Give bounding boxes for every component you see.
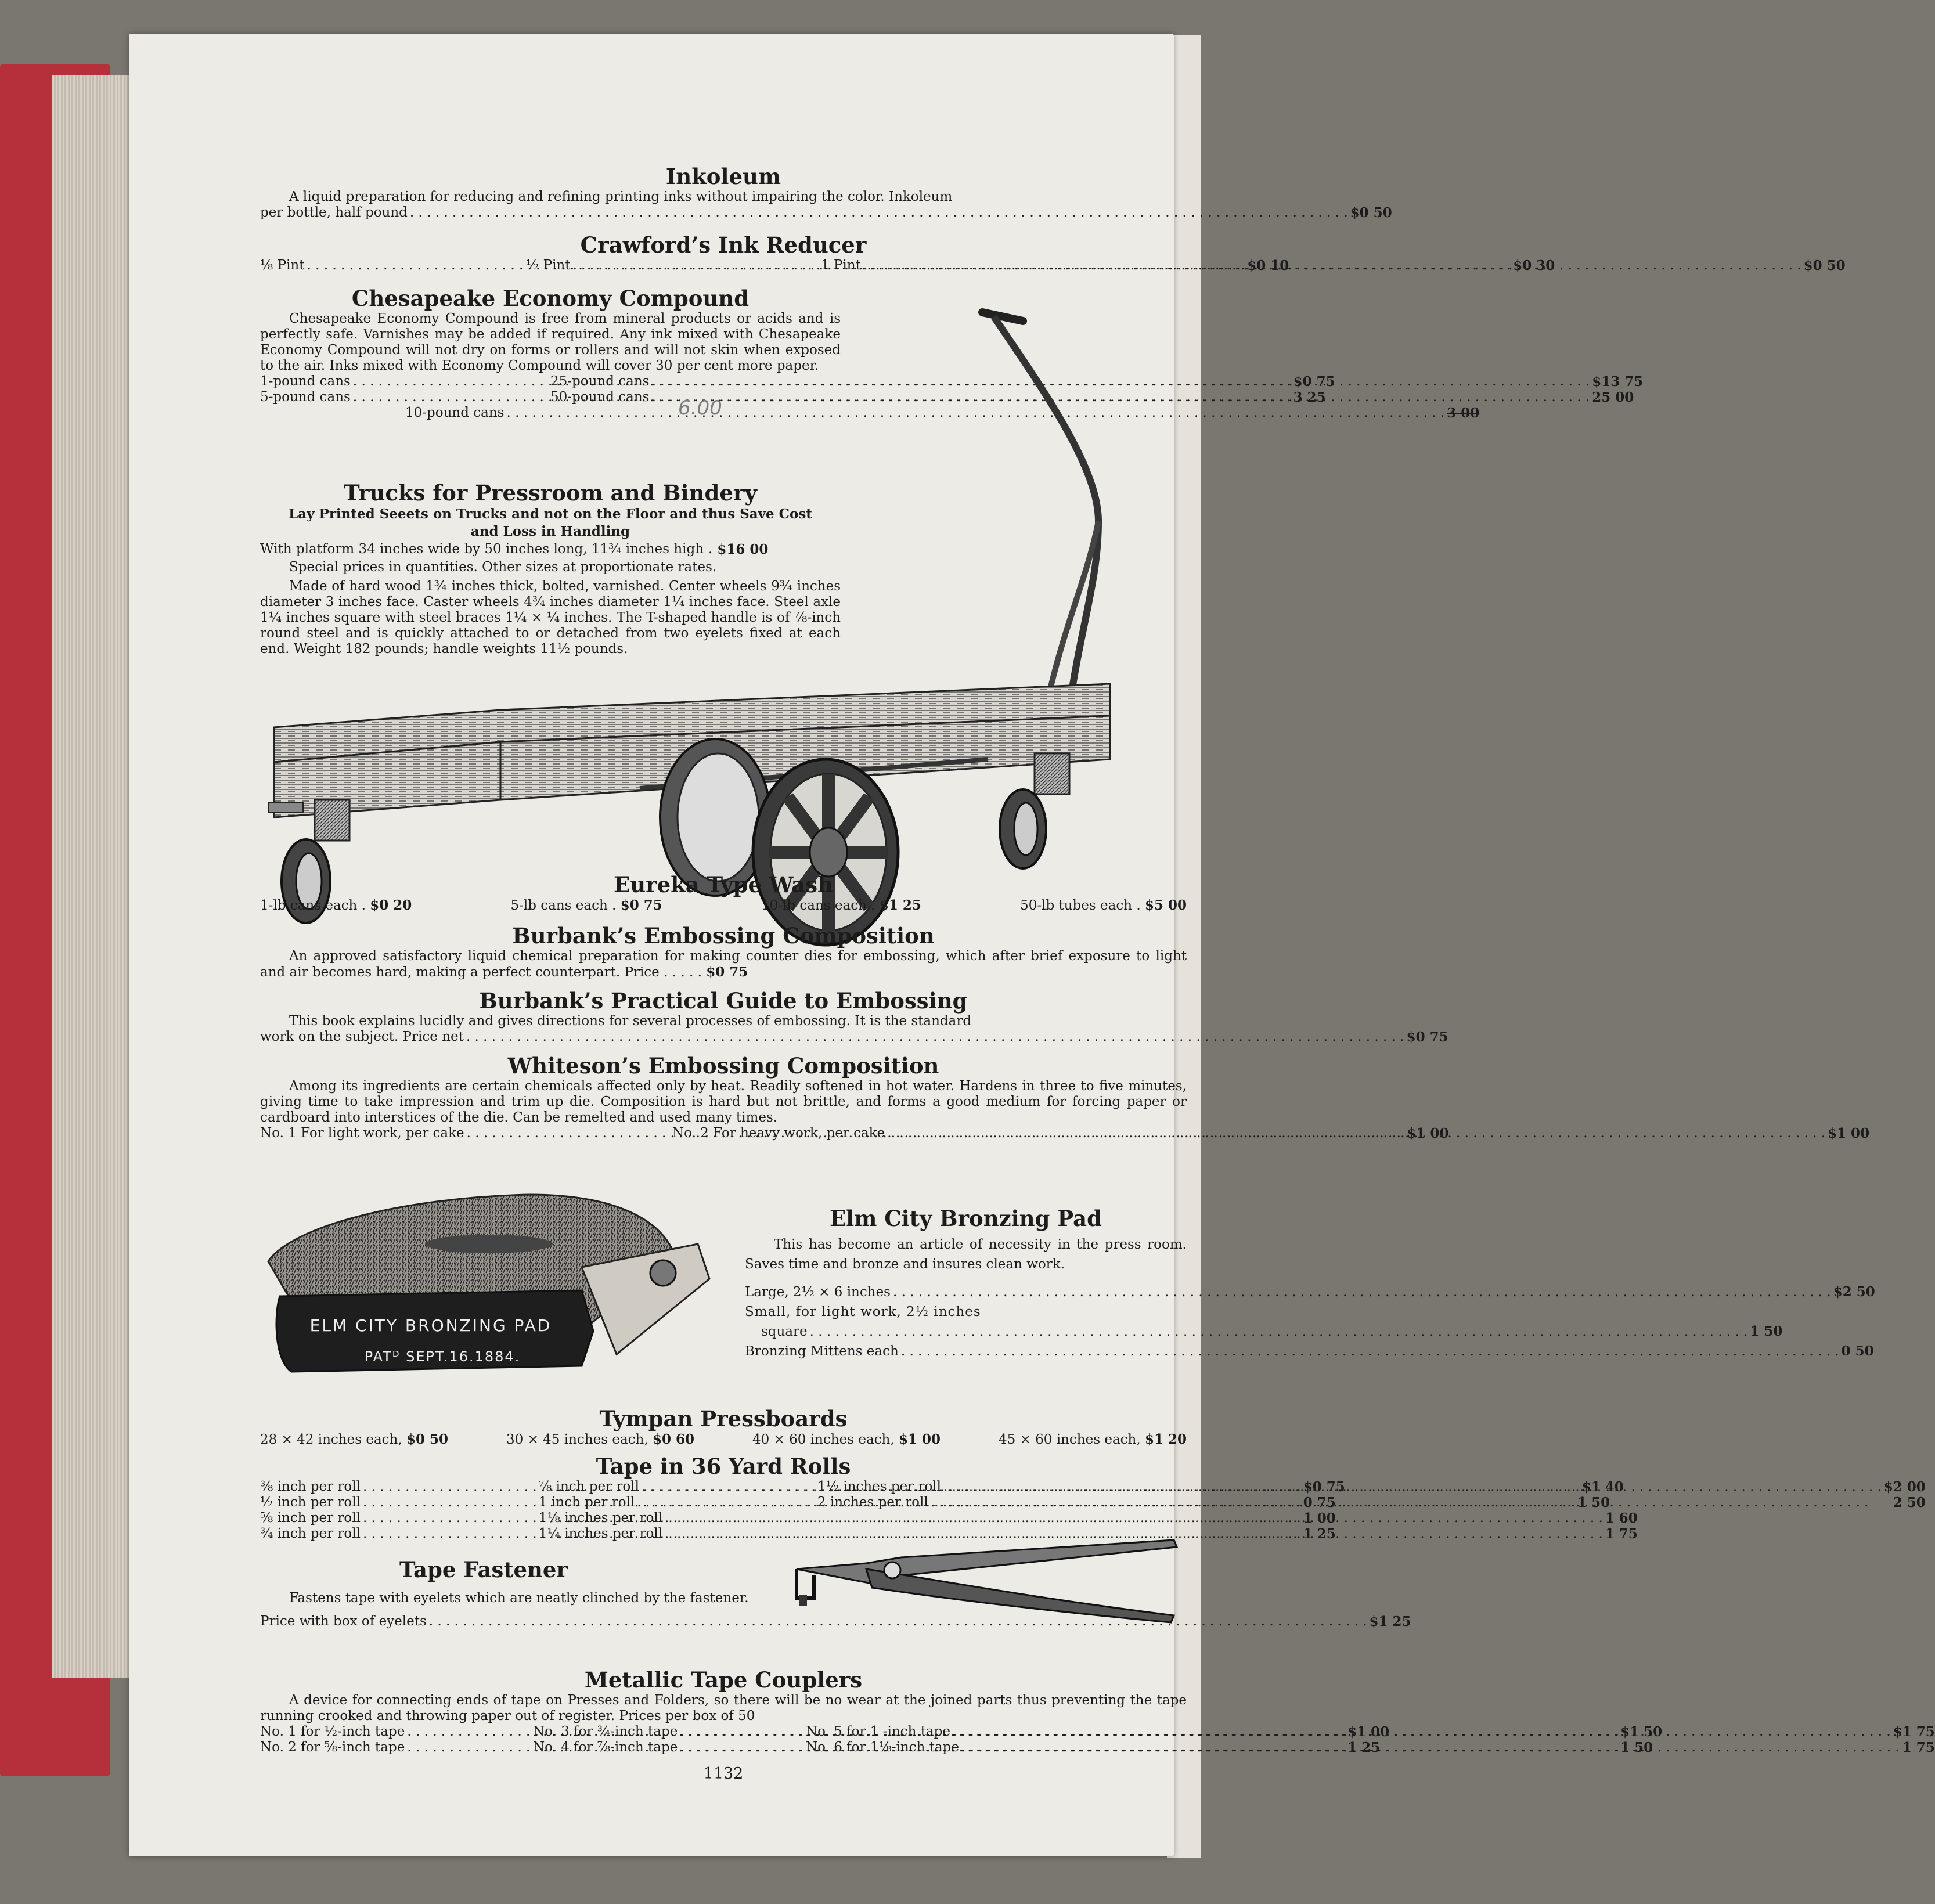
tympan-title: Tympan Pressboards bbox=[599, 1406, 848, 1431]
crawford-section bbox=[260, 232, 1846, 273]
burbank-composition-desc: An approved satisfactory liquid chemical preparation for making counter dies for embossing, which after brief exposure to light and air becomes hard, making a perfect counterpart. Price . . . . . $0 75 bbox=[260, 948, 1187, 980]
chesapeake-price: $13 75 bbox=[1592, 373, 1644, 390]
tape-columns bbox=[260, 1479, 1926, 1542]
bronzing-pad-illustration bbox=[257, 1186, 715, 1377]
burbank-guide-price: $0 75 bbox=[1406, 1029, 1448, 1045]
inkoleum-price-row bbox=[260, 204, 1392, 221]
elm-price: $2 50 bbox=[1833, 1283, 1875, 1300]
burbank-composition-title: Burbank’s Embossing Composition bbox=[512, 923, 935, 949]
burbank-composition-text: An approved satisfactory liquid chemical preparation for making counter dies for embossing, which after brief exposure to light and air becomes hard, making a perfect counterpart. Price bbox=[260, 948, 1187, 980]
tympan-price: $1 00 bbox=[898, 1431, 941, 1447]
couplers-grid bbox=[260, 1723, 1935, 1755]
tape-label: ⅞ inch per roll bbox=[539, 1479, 639, 1494]
tape-item bbox=[817, 1495, 1926, 1510]
tape-label: ¾ inch per roll bbox=[260, 1526, 361, 1541]
whiteson-label: No. 1 For light work, per cake bbox=[260, 1125, 464, 1141]
eureka-item: 5-lb cans each . $0 75 bbox=[510, 897, 662, 913]
leader-dots bbox=[410, 205, 1348, 221]
eureka-price: $1 25 bbox=[879, 897, 921, 913]
eureka-item: 10-lb cans each . $1 25 bbox=[761, 897, 921, 913]
elm-price: 1 50 bbox=[1750, 1323, 1783, 1339]
elm-desc: This has become an article of necessity in the press room. Saves time and bronze and insures clean work. bbox=[745, 1236, 1187, 1272]
whiteson-desc: Among its ingredients are certain chemicals affected only by heat. Readily softened in hot water. Hardens in three to five minutes, giving time to take impression and trim up die. Composition is hard but not brittle, and forms a good medium for forcing paper or cardboard into interstices of the die. Can be remelted and used many times. bbox=[260, 1078, 1187, 1125]
tape-label: 1 inch per roll bbox=[539, 1494, 635, 1510]
fastener-item: Price with box of eyelets bbox=[260, 1613, 427, 1629]
burbank-guide-title: Burbank’s Practical Guide to Embossing bbox=[479, 988, 968, 1014]
eureka-price-row bbox=[260, 897, 1187, 914]
pad-label: ELM CITY BRONZING PAD bbox=[309, 1316, 552, 1335]
tape-section bbox=[260, 1454, 1926, 1542]
eureka-section bbox=[260, 872, 1187, 914]
burbank-guide-desc: This book explains lucidly and gives directions for several processes of embossing. It is the standard bbox=[289, 1013, 972, 1029]
tape-price: 0 75 bbox=[1303, 1494, 1336, 1510]
page-edges bbox=[52, 75, 134, 1678]
inkoleum-desc: A liquid preparation for reducing and refining printing inks without impairing the color. Inkoleum bbox=[289, 189, 953, 204]
trucks-platform: With platform 34 inches wide by 50 inches long, 11¾ inches high bbox=[260, 541, 704, 557]
trucks-subtitle-2: and Loss in Handling bbox=[470, 523, 630, 539]
tape-price: 1 50 bbox=[1577, 1494, 1610, 1510]
chesapeake-price: 3 25 bbox=[1293, 389, 1326, 405]
elm-label: Small, for light work, 2½ inches bbox=[745, 1304, 981, 1319]
couplers-price: $1 75 bbox=[1893, 1723, 1935, 1740]
tape-price: 1 75 bbox=[1605, 1526, 1638, 1542]
elm-label: Large, 2½ × 6 inches bbox=[745, 1284, 891, 1300]
trucks-title: Trucks for Pressroom and Bindery bbox=[344, 480, 757, 506]
page-number: 1132 bbox=[703, 1764, 744, 1783]
couplers-label: No. 2 for ⅝-inch tape bbox=[260, 1739, 405, 1755]
couplers-price: 1 50 bbox=[1620, 1739, 1653, 1755]
burbank-guide-section bbox=[260, 988, 1448, 1045]
tympan-item bbox=[999, 1431, 1187, 1448]
tympan-label: 45 × 60 inches each, bbox=[999, 1431, 1141, 1447]
catalog-page bbox=[129, 34, 1935, 1856]
inkoleum-section bbox=[260, 164, 1392, 221]
couplers-item bbox=[806, 1724, 1935, 1740]
crawford-item-2 bbox=[821, 258, 1846, 273]
couplers-section bbox=[260, 1667, 1935, 1783]
whiteson-price: $1 00 bbox=[1828, 1125, 1870, 1141]
elm-item bbox=[745, 1302, 1187, 1322]
whiteson-label: No. 2 For heavy work, per cake bbox=[672, 1125, 885, 1141]
elm-section bbox=[745, 1206, 1875, 1361]
tape-price: 1 00 bbox=[1303, 1510, 1336, 1526]
tape-label: 1½ inches per roll bbox=[817, 1479, 942, 1494]
eureka-label: 50-lb tubes each bbox=[1020, 897, 1133, 913]
tape-price: $1 40 bbox=[1581, 1479, 1624, 1495]
eureka-price: $0 20 bbox=[370, 897, 412, 913]
crawford-label: ½ Pint bbox=[526, 257, 571, 273]
couplers-item bbox=[806, 1740, 1935, 1755]
leader-dots bbox=[466, 1029, 1404, 1045]
couplers-price: $1 00 bbox=[1347, 1723, 1390, 1740]
couplers-label: No. 3 for ¾-inch tape bbox=[533, 1723, 678, 1739]
chesapeake-price: 25 00 bbox=[1592, 389, 1634, 405]
tape-price: $0 75 bbox=[1303, 1479, 1345, 1495]
tympan-item bbox=[506, 1431, 694, 1448]
truck-illustration bbox=[274, 277, 1215, 945]
whiteson-item bbox=[672, 1126, 1869, 1141]
tympan-label: 40 × 60 inches each, bbox=[752, 1431, 895, 1447]
trucks-subtitle-1: Lay Printed Seeets on Trucks and not on the Floor and thus Save Cost bbox=[289, 506, 812, 522]
tympan-price-row bbox=[260, 1431, 1187, 1448]
whiteson-title: Whiteson’s Embossing Composition bbox=[507, 1053, 939, 1079]
elm-item bbox=[745, 1342, 1874, 1361]
pad-patent: PATᴰ SEPT.16.1884. bbox=[364, 1348, 521, 1365]
couplers-price: 1 25 bbox=[1347, 1739, 1381, 1755]
leader-dots bbox=[863, 258, 1801, 273]
tympan-price: $0 50 bbox=[406, 1431, 448, 1447]
chesapeake-price-struck: 3 00 bbox=[1447, 405, 1480, 421]
whiteson-section bbox=[260, 1053, 1870, 1141]
couplers-price: $1 50 bbox=[1620, 1723, 1663, 1740]
leader-dots bbox=[961, 1740, 1900, 1755]
crawford-price-row bbox=[260, 257, 1846, 273]
chesapeake-price: $0 75 bbox=[1293, 373, 1335, 390]
chesapeake-label: 10-pound cans bbox=[405, 405, 505, 420]
crawford-price: $0 30 bbox=[1513, 257, 1555, 273]
handwritten-price: 6.00 bbox=[678, 396, 722, 420]
burbank-guide-price-row bbox=[260, 1029, 1448, 1045]
tympan-price: $1 20 bbox=[1144, 1431, 1187, 1447]
tape-label: 1¼ inches per roll bbox=[539, 1526, 663, 1541]
burbank-composition-section bbox=[260, 924, 1187, 980]
tape-label: 2 inches per roll bbox=[817, 1494, 928, 1510]
fastener-title: Tape Fastener bbox=[399, 1557, 568, 1582]
whiteson-price-row bbox=[260, 1125, 1870, 1141]
tape-label: ⅜ inch per roll bbox=[260, 1479, 361, 1494]
crawford-label: 1 Pint bbox=[821, 257, 861, 273]
tympan-label: 30 × 45 inches each, bbox=[506, 1431, 648, 1447]
inkoleum-price: $0 50 bbox=[1350, 204, 1392, 221]
leader-dots bbox=[901, 1342, 1839, 1361]
elm-label: Bronzing Mittens each bbox=[745, 1343, 899, 1359]
tympan-label: 28 × 42 inches each, bbox=[260, 1431, 402, 1447]
tympan-item bbox=[752, 1431, 941, 1448]
eureka-price: $0 75 bbox=[620, 897, 662, 913]
elm-title: Elm City Bronzing Pad bbox=[829, 1206, 1102, 1231]
eureka-label: 1-lb cans each bbox=[260, 897, 358, 913]
trucks-price: $16 00 bbox=[717, 541, 769, 557]
tape-title: Tape in 36 Yard Rolls bbox=[596, 1454, 851, 1479]
leader-dots bbox=[943, 1479, 1882, 1495]
eureka-price: $5 00 bbox=[1144, 897, 1187, 913]
inkoleum-title: Inkoleum bbox=[665, 164, 781, 189]
chesapeake-label: 5-pound cans bbox=[260, 389, 351, 405]
tape-price: 1 60 bbox=[1605, 1510, 1638, 1526]
leader-dot: . bbox=[708, 541, 713, 557]
burbank-composition-price: $0 75 bbox=[706, 964, 748, 980]
eureka-label: 10-lb cans each bbox=[761, 897, 867, 913]
crawford-label: ⅛ Pint bbox=[260, 257, 305, 273]
tape-price: $2 00 bbox=[1883, 1479, 1926, 1495]
leader-dots bbox=[893, 1282, 1831, 1302]
crawford-price: $0 50 bbox=[1803, 257, 1846, 273]
elm-price: 0 50 bbox=[1841, 1343, 1874, 1359]
tape-price: 2 50 bbox=[1893, 1494, 1926, 1510]
couplers-label: No. 5 for 1 -inch tape bbox=[806, 1723, 950, 1739]
fastener-price: $1 25 bbox=[1369, 1613, 1411, 1629]
elm-item bbox=[745, 1282, 1875, 1302]
chesapeake-label: 1-pound cans bbox=[260, 373, 351, 389]
fastener-price-row bbox=[260, 1613, 1411, 1629]
tape-item bbox=[817, 1479, 1926, 1495]
burbank-guide-item: work on the subject. Price net bbox=[260, 1029, 464, 1044]
eureka-item: 50-lb tubes each . $5 00 bbox=[1020, 897, 1187, 913]
eureka-item: 1-lb cans each . $0 20 bbox=[260, 897, 412, 913]
couplers-title: Metallic Tape Couplers bbox=[584, 1667, 863, 1693]
couplers-desc: A device for connecting ends of tape on Presses and Folders, so there will be no wear at the joined parts thus preventing the tape running crooked and throwing paper out of register. Prices per box of 50 bbox=[260, 1692, 1187, 1723]
couplers-label: No. 1 for ½-inch tape bbox=[260, 1723, 405, 1739]
tape-price: 1 25 bbox=[1303, 1526, 1336, 1542]
couplers-price: 1 75 bbox=[1902, 1739, 1935, 1755]
elm-label: square bbox=[761, 1324, 808, 1339]
tape-label: ⅝ inch per roll bbox=[260, 1510, 361, 1526]
couplers-label: No. 6 for 1⅛-inch tape bbox=[806, 1739, 959, 1755]
tape-col-3 bbox=[817, 1479, 1926, 1542]
fastener-section bbox=[260, 1557, 1411, 1629]
tympan-section bbox=[260, 1407, 1187, 1448]
chesapeake-title: Chesapeake Economy Compound bbox=[351, 286, 750, 311]
trucks-desc: Made of hard wood 1¾ inches thick, bolted, varnished. Center wheels 9¾ inches diameter 3 inches face. Caster wheels 4¾ inches diameter 1¼ inches face. Steel axle 1¼ inches square with steel braces 1¼ × ¼ inches. The T-shaped handle is of ⅞-inch round steel and is quickly attached to or detached from two eyelets fixed at each end. Weight 182 pounds; handle weights 11½ pounds. bbox=[260, 578, 841, 657]
tympan-item bbox=[260, 1431, 448, 1448]
chesapeake-label: 25-pound cans bbox=[550, 373, 650, 389]
leader-dots bbox=[887, 1126, 1825, 1141]
inkoleum-item: per bottle, half pound bbox=[260, 204, 408, 220]
leader-dots bbox=[953, 1724, 1891, 1740]
tape-label: ½ inch per roll bbox=[260, 1494, 361, 1510]
crawford-title: Crawford’s Ink Reducer bbox=[580, 232, 867, 258]
tape-fastener-pliers-illustration bbox=[791, 1534, 1185, 1627]
leader-dots bbox=[931, 1495, 1891, 1510]
crawford-price: $0 10 bbox=[1247, 257, 1289, 273]
trucks-special: Special prices in quantities. Other sizes at proportionate rates. bbox=[289, 559, 717, 575]
eureka-label: 5-lb cans each bbox=[510, 897, 608, 913]
tape-label: 1⅛ inches per roll bbox=[539, 1510, 663, 1526]
eureka-title: Eureka Type Wash bbox=[614, 872, 833, 897]
couplers-label: No. 4 for ⅞-inch tape bbox=[533, 1739, 678, 1755]
chesapeake-label: 50-pound cans bbox=[550, 389, 650, 405]
leader-dots bbox=[810, 1322, 1748, 1342]
elm-item bbox=[745, 1322, 1783, 1342]
fastener-desc: Fastens tape with eyelets which are neatly clinched by the fastener. bbox=[289, 1590, 749, 1606]
chesapeake-desc: Chesapeake Economy Compound is free from mineral products or acids and is perfectly safe. Varnishes may be added if required. Any ink mixed with Chesapeake Economy Compound will not dry on forms or rollers and will not skin when exposed to the air. Inks mixed with Economy Compound will cover 30 per cent more paper. bbox=[260, 311, 841, 373]
tympan-price: $0 60 bbox=[652, 1431, 694, 1447]
whiteson-price: $1 00 bbox=[1407, 1125, 1449, 1141]
